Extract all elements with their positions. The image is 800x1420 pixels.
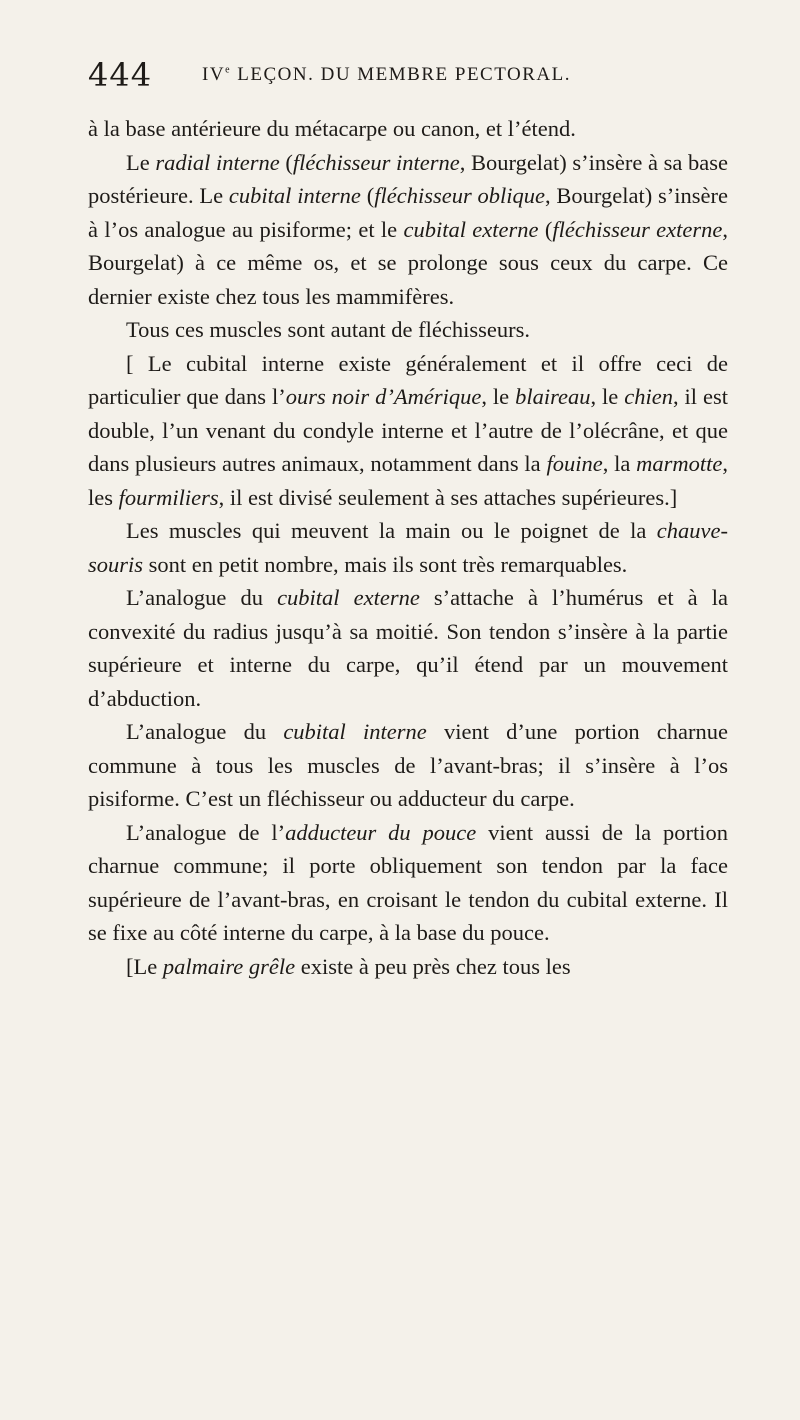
- text-run: [ Le cubital interne existe généralement et il offre ceci de particulier que dans l’: [88, 350, 728, 409]
- italic-term: cubital interne: [283, 719, 427, 744]
- italic-term: fourmiliers: [118, 484, 219, 510]
- text-run: , le: [590, 384, 625, 409]
- italic-term: adducteur du pouce: [285, 819, 477, 845]
- paragraph: [88, 313, 728, 347]
- text-run: (: [279, 149, 293, 175]
- page-body-text: [88, 112, 728, 1402]
- paragraph: [88, 112, 728, 146]
- italic-term: fouine: [546, 451, 603, 476]
- paragraph: [88, 950, 728, 984]
- text-run: Le: [126, 149, 156, 175]
- lesson-number: IV: [202, 64, 226, 85]
- paragraph: [88, 514, 728, 581]
- paragraph: [88, 581, 728, 715]
- paragraph: [88, 146, 728, 314]
- italic-term: fléchisseur interne: [292, 149, 460, 175]
- italic-term: palmaire grêle: [162, 953, 296, 979]
- italic-term: chien: [624, 384, 673, 409]
- text-run: (: [538, 216, 553, 242]
- text-run: , Bourgelat) à ce même os, et se prolonge sous ceux du carpe. Ce dernier existe chez tous les mammifères.: [88, 216, 728, 309]
- text-run: , la: [602, 451, 637, 476]
- italic-term: chauve-souris: [88, 518, 728, 577]
- lesson-number-superscript: e: [225, 64, 232, 76]
- text-run: (: [360, 183, 375, 208]
- running-head: [202, 64, 571, 86]
- text-run: vient aussi de la portion charnue commune; il porte obliquement son tendon par la face supérieure de l’avant-bras, en croisant le tendon du cubital externe. Il se fixe au côté interne du carpe, à la base du pouce.: [88, 819, 728, 945]
- text-run: L’analogue du: [126, 719, 284, 744]
- text-run: , le: [481, 384, 516, 409]
- paragraph: [88, 715, 728, 816]
- page-header: [88, 56, 728, 96]
- italic-term: ours noir d’Amérique: [285, 384, 482, 409]
- text-run: s’attache à l’humérus et à la convexité du radius jusqu’à sa moitié. Son tendon s’insère à la partie supérieure et interne du carpe, qu’il étend par un mouvement d’abduction.: [88, 585, 728, 711]
- italic-term: blaireau: [515, 384, 591, 409]
- text-run: , Bourgelat) s’insère à l’os analogue au pisiforme; et le: [88, 183, 728, 242]
- text-run: , il est divisé seulement à ses attaches supérieures.]: [218, 484, 678, 510]
- italic-term: fléchisseur oblique: [374, 183, 545, 208]
- italic-term: cubital externe: [403, 216, 539, 242]
- text-run: , les: [88, 451, 728, 510]
- running-head-title: LEÇON. DU MEMBRE PECTORAL.: [237, 64, 571, 85]
- italic-term: cubital externe: [277, 585, 420, 610]
- text-run: à la base antérieure du métacarpe ou canon, et l’étend.: [88, 116, 576, 141]
- text-run: Les muscles qui meuvent la main ou le poignet de la: [126, 518, 657, 543]
- text-run: sont en petit nombre, mais ils sont très remarquables.: [143, 551, 628, 577]
- text-run: L’analogue de l’: [126, 819, 286, 845]
- text-run: , Bourgelat) s’insère à sa base postérieure. Le: [88, 149, 728, 208]
- text-run: vient d’une portion charnue commune à tous les muscles de l’avant-bras; il s’insère à l’os pisiforme. C’est un fléchisseur ou adducteur du carpe.: [88, 719, 728, 811]
- italic-term: radial interne: [155, 149, 280, 175]
- text-run: , il est double, l’un venant du condyle interne et l’autre de l’olécrâne, et que dans plusieurs autres animaux, notamment dans la: [88, 384, 728, 476]
- paragraph: [88, 347, 728, 515]
- italic-term: cubital interne: [228, 183, 361, 208]
- text-run: L’analogue du: [126, 585, 278, 610]
- paragraph: [88, 816, 728, 950]
- text-run: Tous ces muscles sont autant de fléchisseurs.: [126, 317, 530, 342]
- italic-term: fléchisseur externe: [552, 216, 723, 242]
- page-number: 444: [88, 56, 153, 94]
- italic-term: marmotte: [636, 451, 723, 476]
- text-run: [Le: [126, 953, 163, 979]
- text-run: existe à peu près chez tous les: [295, 953, 571, 979]
